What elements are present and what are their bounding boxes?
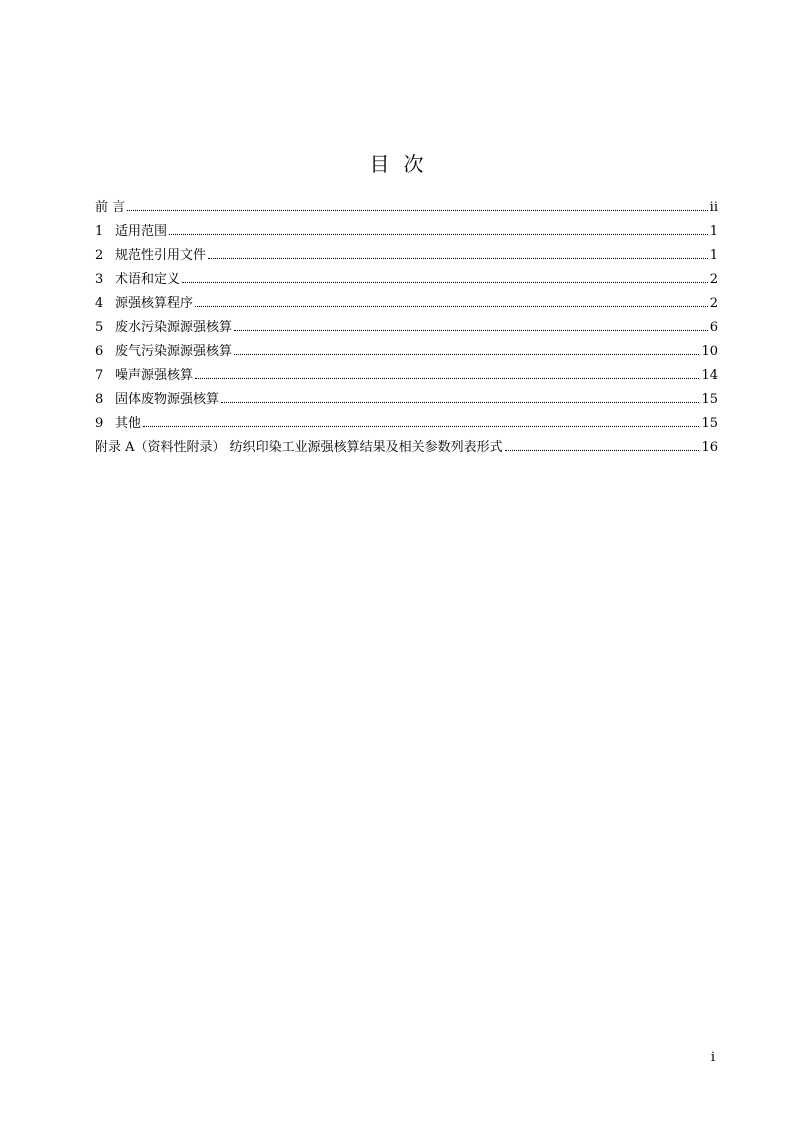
toc-entry-4[interactable] [95,292,718,316]
toc-entry-8[interactable] [95,388,718,412]
toc-entry-3[interactable] [95,268,718,292]
table-of-contents [95,196,718,460]
toc-entry-label: 适用范围 [115,224,168,239]
toc-dot-leader [127,210,708,211]
toc-dot-leader [234,330,708,331]
toc-entry-label: 噪声源强核算 [115,368,194,383]
toc-entry-7[interactable] [95,364,718,388]
toc-entry-page: 2 [709,272,718,287]
toc-entry-label: 废气污染源源强核算 [115,344,233,359]
toc-dot-leader [195,306,708,307]
toc-entry-page: 1 [709,248,718,263]
page-number: i [710,1050,715,1065]
toc-dot-leader [143,426,699,427]
page-title: 目次 [369,152,438,176]
toc-entry-label: 前 言 [95,200,126,215]
toc-entry-page: 15 [701,416,718,431]
toc-entry-page: ii [709,200,718,215]
toc-entry-preface[interactable] [95,196,718,220]
toc-entry-number: 8 [95,392,104,407]
toc-entry-label: 源强核算程序 [115,296,194,311]
toc-entry-5[interactable] [95,316,718,340]
toc-dot-leader [182,282,708,283]
toc-dot-leader [208,258,708,259]
toc-entry-page: 14 [701,368,718,383]
toc-entry-page: 16 [701,440,718,455]
toc-entry-label: 固体废物源强核算 [115,392,220,407]
toc-entry-number: 1 [95,224,104,239]
toc-entry-6[interactable] [95,340,718,364]
toc-entry-number: 5 [95,320,104,335]
toc-entry-2[interactable] [95,244,718,268]
toc-dot-leader [195,378,699,379]
toc-dot-leader [505,450,700,451]
toc-entry-number: 2 [95,248,104,263]
toc-dot-leader [234,354,699,355]
toc-entry-appendix-a[interactable] [95,436,718,460]
toc-entry-page: 6 [709,320,718,335]
toc-dot-leader [221,402,699,403]
toc-entry-label: 附录 A（资料性附录） 纺织印染工业源强核算结果及相关参数列表形式 [95,440,503,455]
toc-entry-label: 术语和定义 [115,272,181,287]
toc-entry-page: 2 [709,296,718,311]
toc-entry-number: 4 [95,296,104,311]
toc-entry-number: 3 [95,272,104,287]
toc-dot-leader [169,234,708,235]
toc-entry-page: 1 [709,224,718,239]
toc-entry-label: 规范性引用文件 [115,248,207,263]
toc-entry-number: 9 [95,416,104,431]
toc-entry-1[interactable] [95,220,718,244]
toc-entry-number: 6 [95,344,104,359]
toc-entry-label: 废水污染源源强核算 [115,320,233,335]
toc-entry-9[interactable] [95,412,718,436]
toc-entry-page: 15 [701,392,718,407]
toc-entry-label: 其他 [115,416,142,431]
toc-entry-number: 7 [95,368,104,383]
toc-entry-page: 10 [701,344,718,359]
